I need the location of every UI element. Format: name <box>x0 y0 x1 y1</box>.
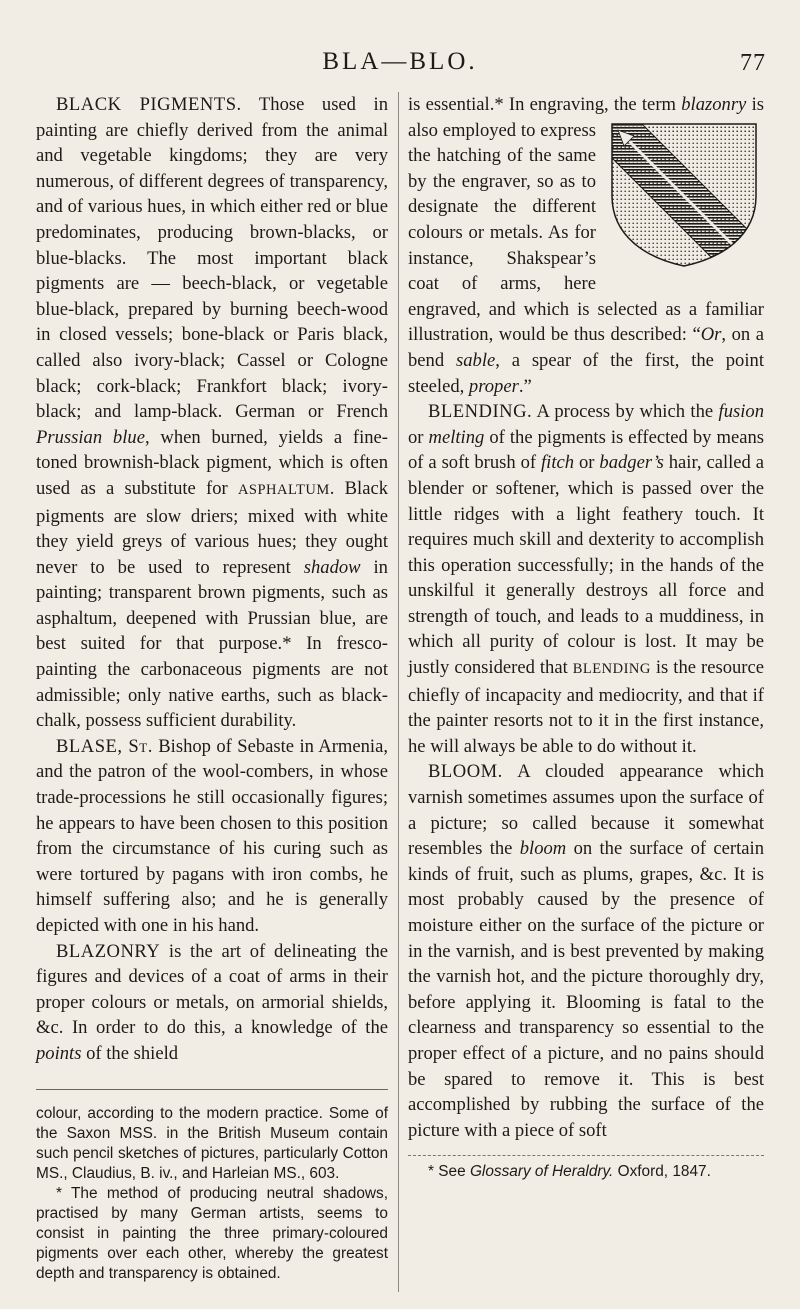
footnote: * The method of producing neutral shadows, practised by many German artists, seems to consist in painting the three primary-coloured pigments over each other, whereby the greatest depth and transparency is obtained. <box>36 1184 388 1282</box>
shield-icon <box>604 118 764 270</box>
page-header <box>0 48 800 88</box>
footnote: * See Glossary of Heraldry. Oxford, 1847. <box>428 1163 711 1181</box>
cross-reference: BLENDING <box>572 661 651 678</box>
right-footnotes <box>408 1162 764 1182</box>
entry-bloom: BLOOM. A clouded appearance which varnish sometimes assumes upon the surface of a picture; so called because it somewhat resembles the bloom on the surface of certain kinds of fruit, such as plums, grapes, &c. It is most probably caused by the presence of moisture either on the surface of the picture or in the varnish, and is best prevented by making the varnish hot, and the picture thoroughly dry, before applying it. Blooming is fatal to the clearness and transparency so essential to the proper effect of a picture, and no pains should be spared to remove it. This is best accomplished by rubbing the surface of the picture with a piece of soft <box>408 761 764 1141</box>
entry-headword: BLOOM. <box>428 761 503 783</box>
footnote-continuation: colour, according to the modern practice. Some of the Saxon MSS. in the British Museum contain such pencil sketches of pictures, particularly Cotton MS., Claudius, B. iv., and Harleian MS., 603. <box>36 1104 388 1182</box>
entry-blending: BLENDING. A process by which the fusion or melting of the pigments is effected by means of a soft brush of fitch or badger’s hair, called a blender or softener, which is passed over the little ridges with a light feathery touch. It requires much skill and dexterity to accomplish this operation successfully; in the hands of the unskilful it generally destroys all force and strength of touch, and leads to a muddiness, in which all purity of colour is lost. It may be justly considered that BLENDING is the resource chiefly of incapacity and mediocrity, and that if the painter resorts not to it in the first instance, he will always be able to do without it. <box>408 401 765 757</box>
coat-of-arms-figure <box>604 118 764 270</box>
footnote-rule <box>36 1089 388 1090</box>
entry-headword: BLENDING. <box>428 401 533 423</box>
column-divider <box>398 92 399 1292</box>
running-title: BLA—BLO. <box>322 48 478 75</box>
left-footnotes <box>36 1104 388 1284</box>
entry-headword: BLAZONRY <box>56 940 161 962</box>
entry-headword: BLACK PIGMENTS. <box>56 94 242 115</box>
footnote-rule <box>408 1155 764 1156</box>
entry-black-pigments: BLACK PIGMENTS. Those used in painting are chiefly derived from the animal and vegetable kingdoms; they are very numerous, of different degrees of transparency, and of various hues, in which either red or blue predominates, producing brown-blacks, or blue-blacks. The most important black pigments are — beech-black, or vegetable blue-black, prepared by burning beech-wood in closed vessels; bone-black or Paris black, called also ivory-black; Cassel or Cologne black; cork-black; Frankfort black; ivory-black; and lamp-black. German or French Prussian blue, when burned, yields a fine-toned brownish-black pigment, which is often used as a substitute for ASPHALTUM. Black pigments are slow driers; mixed with white they yield greys of various hues; they ought never to be used to represent shadow in painting; transparent brown pigments, such as asphaltum, deepened with Prussian blue, are best suited for that purpose.* In fresco-painting the carbonaceous pigments are not admissible; only native earths, such as black-chalk, possess sufficient durability. <box>36 94 389 732</box>
entry-blase: BLASE, St. Bishop of Sebaste in Armenia, and the patron of the wool-combers, in whose trade-processions he still occasionally figures; he appears to have been chosen to this position from the circumstance of his curing such as were tortured by pagans with iron combs, he himself suffering also; and he is generally depicted with one in his hand. <box>36 735 388 936</box>
cross-reference: ASPHALTUM <box>237 481 330 498</box>
right-column <box>408 92 764 1182</box>
page-number: 77 <box>740 50 766 76</box>
entry-blazonry-continued: is essential.* In engraving, the term blazonry is also employed to express the hatching of the same by the engraver, so as to designate the different colours or metals. As for instance, Shakspear’s coat of arms, here engraved, and which is selected as a familiar illustration, would be thus described: “Or, on a bend sable, a spear of the first, the point steeled, proper.” <box>408 92 764 399</box>
entry-blazonry: BLAZONRY is the art of delineating the figures and devices of a coat of arms in their proper colours or metals, on armorial shields, &c. In order to do this, a knowledge of the points of the shield <box>36 940 388 1064</box>
left-column <box>36 92 388 1284</box>
entry-headword: BLASE, St. <box>56 735 153 757</box>
